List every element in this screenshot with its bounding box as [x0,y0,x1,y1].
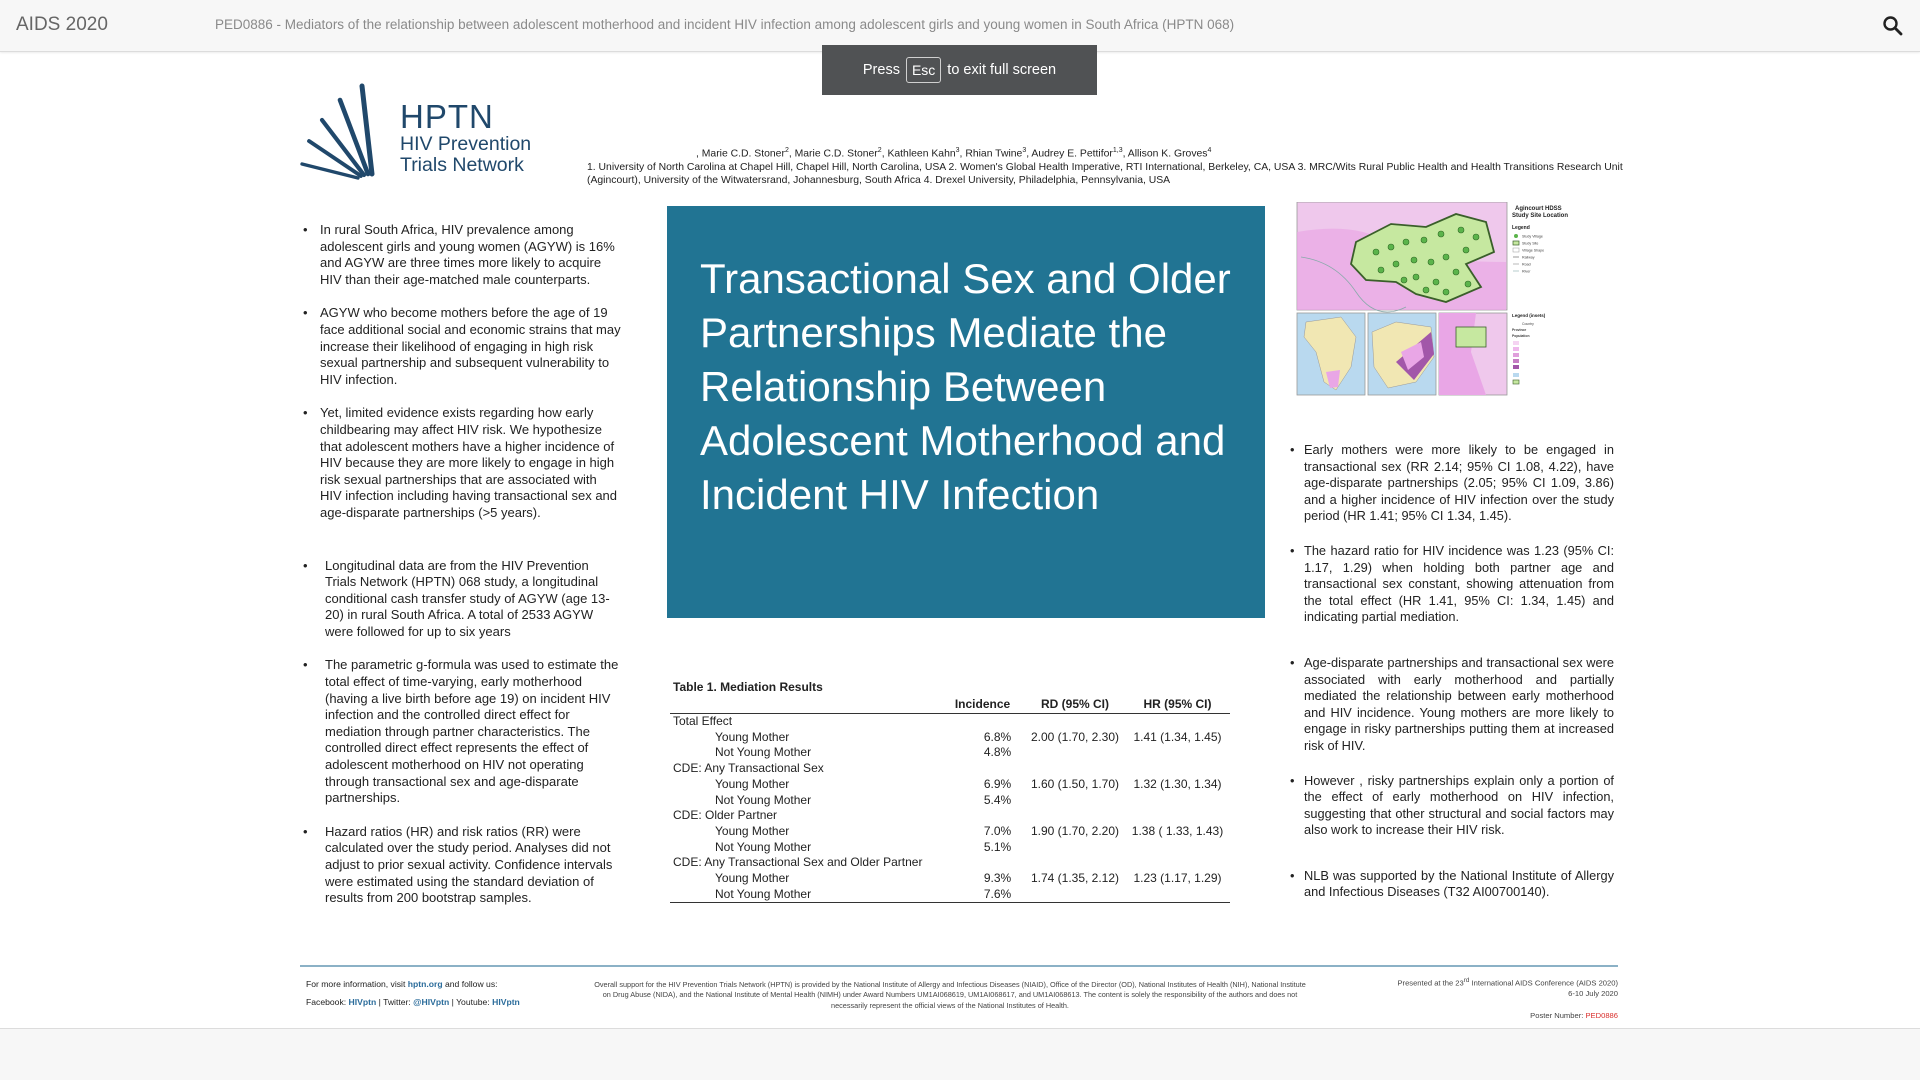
hr-cell: 1.38 ( 1.33, 1.43) [1131,823,1224,838]
hr-cell [1125,840,1230,856]
row-label: CDE: Older Partner [673,808,778,823]
incidence-cell: 6.8% [983,729,1012,744]
table-row [670,887,1230,903]
hr-cell [1125,761,1230,777]
row-label: Young Mother [715,776,790,791]
incidence-cell [940,714,1025,730]
svg-text:River: River [1522,269,1531,274]
row-label: Young Mother [715,823,790,838]
twitter-link[interactable]: @HIVptn [413,997,450,1007]
background-item: • AGYW who become mothers before the age of 19 face additional social and economic strains that may increase their likelihood of engaging in high risk sexual partnership and subsequent vulnerability to HIV infection. [300,305,622,388]
rd-cell: 1.60 (1.50, 1.70) [1030,776,1120,791]
svg-text:Study Site: Study Site [1522,241,1539,246]
rd-cell [1025,714,1125,730]
esc-key: Esc [906,57,941,83]
background-item: • In rural South Africa, HIV prevalence among adolescent girls and young women (AGYW) is 16% and AGYW are three times more likely to acquire HIV than their age-matched male counterparts. [300,222,622,288]
rd-cell [1025,761,1125,777]
table-row [670,793,1230,809]
right-column [1290,442,1614,919]
authors-block [587,144,1627,188]
left-column [300,222,622,924]
table-row [670,777,1230,793]
methods-list [300,558,622,907]
incidence-cell: 4.8% [983,745,1012,760]
rd-cell: 2.00 (1.70, 2.30) [1030,729,1120,744]
svg-text:Study Village: Study Village [1522,234,1543,239]
table-header [670,696,940,714]
study-site-map [1296,202,1618,397]
svg-text:Province: Province [1512,328,1527,332]
table-row [670,840,1230,856]
bottom-bar [0,1028,1920,1080]
hr-cell [1125,714,1230,730]
title-box [667,206,1265,618]
logo-line2: Trials Network [400,154,524,176]
search-button[interactable] [1880,13,1906,39]
row-label: Total Effect [673,714,733,728]
table-header: RD (95% CI) [1025,696,1125,714]
toast-press: Press [862,62,900,78]
conclusion-item: • Age-disparate partnerships and transactional sex were associated with early motherhood and partially mediated the relationship between early motherhood and HIV incidence. Young mothers are more likely to engage in risky partnerships putting them at increased risk of HIV. [1290,655,1614,755]
poster-main-title: Transactional Sex and Older Partnerships Mediate the Relationship Between Adolescent Motherhood and Incident HIV Infection [700,255,1231,518]
incidence-cell: 5.1% [983,839,1012,854]
svg-text:Population: Population [1512,334,1530,338]
map-title-2: Study Site Location [1512,213,1569,219]
incidence-cell [940,808,1025,824]
table-row [670,761,1230,777]
rd-cell [1025,793,1125,809]
footer-support: Overall support for the HIV Prevention Trials Network (HPTN) is provided by the National Institute of Allergy and Infectious Diseases (NIAID), Office of the Director (OD), National Institutes of Health (NIH), National Institute on Drug Abuse (NIDA), and the National Institute of Mental Health (NIMH) under Award Numbers UM1AI068619, UM1AI068617, and UM1AI068613. The content is solely the responsibility of the authors and does not necessarily represent the official views of the National Institutes of Health. [594,980,1306,1010]
poster [300,70,1623,1030]
svg-text:Country: Country [1522,322,1534,326]
incidence-cell [940,761,1025,777]
map-title-1: Agincourt HDSS [1515,206,1562,212]
table-row [670,808,1230,824]
table-row [670,824,1230,840]
rd-cell [1025,840,1125,856]
rd-cell [1025,855,1125,871]
hr-cell [1125,855,1230,871]
svg-text:Village Shape: Village Shape [1522,248,1545,253]
table-row [670,855,1230,871]
rd-cell [1025,745,1125,761]
svg-text:Railway: Railway [1522,255,1535,260]
hptn-logo [300,78,560,183]
results-item: • Early mothers were more likely to be engaged in transactional sex (RR 2.14; 95% CI 1.08, 4.22), have age-disparate partnerships (2.05; 95% CI 1.09, 3.86) and a higher incidence of HIV infection over the study period (HR 1.41; 95% CI 1.34, 1.45). [1290,442,1614,525]
row-label: Not Young Mother [715,745,812,760]
facebook-link[interactable]: HIVptn [348,997,377,1007]
table-row [670,745,1230,761]
app-title: AIDS 2020 [16,14,108,35]
row-label: Not Young Mother [670,887,940,903]
poster-title: PED0886 - Mediators of the relationship between adolescent motherhood and incident HIV infection among adolescent girls and young women in South Africa (HPTN 068) [215,17,1235,32]
footer-divider [300,965,1618,967]
methods-item: • Longitudinal data are from the HIV Prevention Trials Network (HPTN) 068 study, a longitudinal conditional cash transfer study of AGYW (age 13-20) in rural South Africa. A total of 2533 AGYW were followed for up to six years [300,558,622,641]
youtube-link[interactable]: HIVptn [492,997,520,1007]
table-header: HR (95% CI) [1125,696,1230,714]
table-row [670,871,1230,887]
toast-message: to exit full screen [947,62,1057,78]
hr-cell [1125,808,1230,824]
funding-item: • NLB was supported by the National Institute of Allergy and Infectious Diseases (T32 AI00700140). [1290,868,1614,901]
logo-line1: HIV Prevention [400,133,532,155]
incidence-cell: 6.9% [983,776,1012,791]
table-row [670,714,1230,730]
inset-legend-title: Legend (insets) [1512,313,1546,318]
hr-cell: 1.41 (1.34, 1.45) [1133,729,1222,744]
rd-cell [1025,808,1125,824]
methods-item: • The parametric g-formula was used to estimate the total effect of time-varying, early motherhood (having a live birth before age 19) on incident HIV infection and the controlled direct effect for mediation through partner characteristics. The controlled direct effect represents the effect of adolescent motherhood on HIV not operating through transactional sex and age-disparate partnerships. [300,657,622,806]
conclusion-item: • However , risky partnerships explain only a portion of the effect of early motherhood on HIV infection, suggesting that other structural and social factors may also work to increase their HIV risk. [1290,773,1614,839]
rd-cell: 1.74 (1.35, 2.12) [1030,871,1120,886]
logo-text [400,100,531,176]
rd-cell: 1.90 (1.70, 2.20) [1030,823,1120,838]
table-body [670,714,1230,903]
background-list [300,222,622,522]
hr-cell [1125,887,1230,903]
incidence-cell: 5.4% [983,792,1012,807]
affiliations: 1. University of North Carolina at Chapel Hill, Chapel Hill, North Carolina, USA 2. Women's Global Health Imperative, RTI International, Berkeley, CA, USA 3. MRC/Wits Rural Public Health and Health Transitions Research Unit (Agincourt), University of the Witwatersrand, Johannesburg, South Africa 4. Drexel University, Philadelphia, Pennsylvania, USA [587,161,1623,187]
mediation-table [670,680,1230,903]
poster-number: PED0886 [1585,1010,1618,1020]
hr-cell: 1.23 (1.17, 1.29) [1133,871,1222,886]
svg-text:Road: Road [1522,262,1531,267]
search-icon [1880,13,1906,39]
row-label: Young Mother [715,729,790,744]
logo-main: HPTN [400,98,494,135]
results-item: • The hazard ratio for HIV incidence was 1.23 (95% CI: 1.17, 1.29) when holding both partner age and transactional sex constant, showing attenuation from the total effect (HR 1.41, 95% CI: 1.34, 1.45) and indicating partial mediation. [1290,543,1614,626]
hptn-link[interactable]: hptn.org [407,979,443,989]
incidence-cell: 9.3% [983,871,1012,886]
author-names: , Marie C.D. Stoner$^2$, Marie C.D. Stoner$^2$, Kathleen Kahn$^3$, Rhian Twine$^3$, Audrey E. Pettifor$^{1,3}$, Allison K. Groves$^4$ [696,147,1212,160]
row-label: CDE: Any Transactional Sex [673,761,824,776]
row-label: Not Young Mother [715,792,812,807]
row-label: Young Mother [715,871,790,886]
hr-cell [1125,745,1230,761]
table-row [670,730,1230,746]
incidence-cell: 7.6% [940,887,1025,903]
rd-cell [1025,887,1125,903]
table-header-row [670,696,1230,714]
hr-cell [1125,793,1230,809]
map-legend-title: Legend [1512,225,1530,231]
table-header: Incidence [940,696,1025,714]
methods-item: • Hazard ratios (HR) and risk ratios (RR) were calculated over the study period. Analyses did not adjust to prior sexual activity. Confidence intervals were estimated using the standard deviation of results from 200 bootstrap samples. [300,824,622,907]
map-graphic [1296,202,1618,397]
footer-contact: For more information, visit hptn.org and follow us: Facebook: HIVptn | Twitter: @HIVptn | Youtube: HIVptn [306,979,520,1007]
background-item: • Yet, limited evidence exists regarding how early childbearing may affect HIV risk. We hypothesize that adolescent mothers have a higher incidence of HIV because they are more likely to engage in high risk sexual partnerships that are associated with HIV infection including having transactional sex and age-disparate partnerships (>5 years). [300,405,622,521]
row-label: CDE: Any Transactional Sex and Older Partner [673,855,923,870]
results-table [670,696,1230,903]
incidence-cell: 7.0% [983,823,1012,838]
footer-conference: Presented at the 23rd International AIDS Conference (AIDS 2020) 6-10 July 2020 Poster Number: PED0886 [1397,977,1618,1020]
table-title: Table 1. Mediation Results [673,680,823,694]
hptn-rays-icon [300,78,400,183]
row-label: Not Young Mother [715,839,812,854]
incidence-cell [940,855,1025,871]
hr-cell: 1.32 (1.30, 1.34) [1133,776,1222,791]
